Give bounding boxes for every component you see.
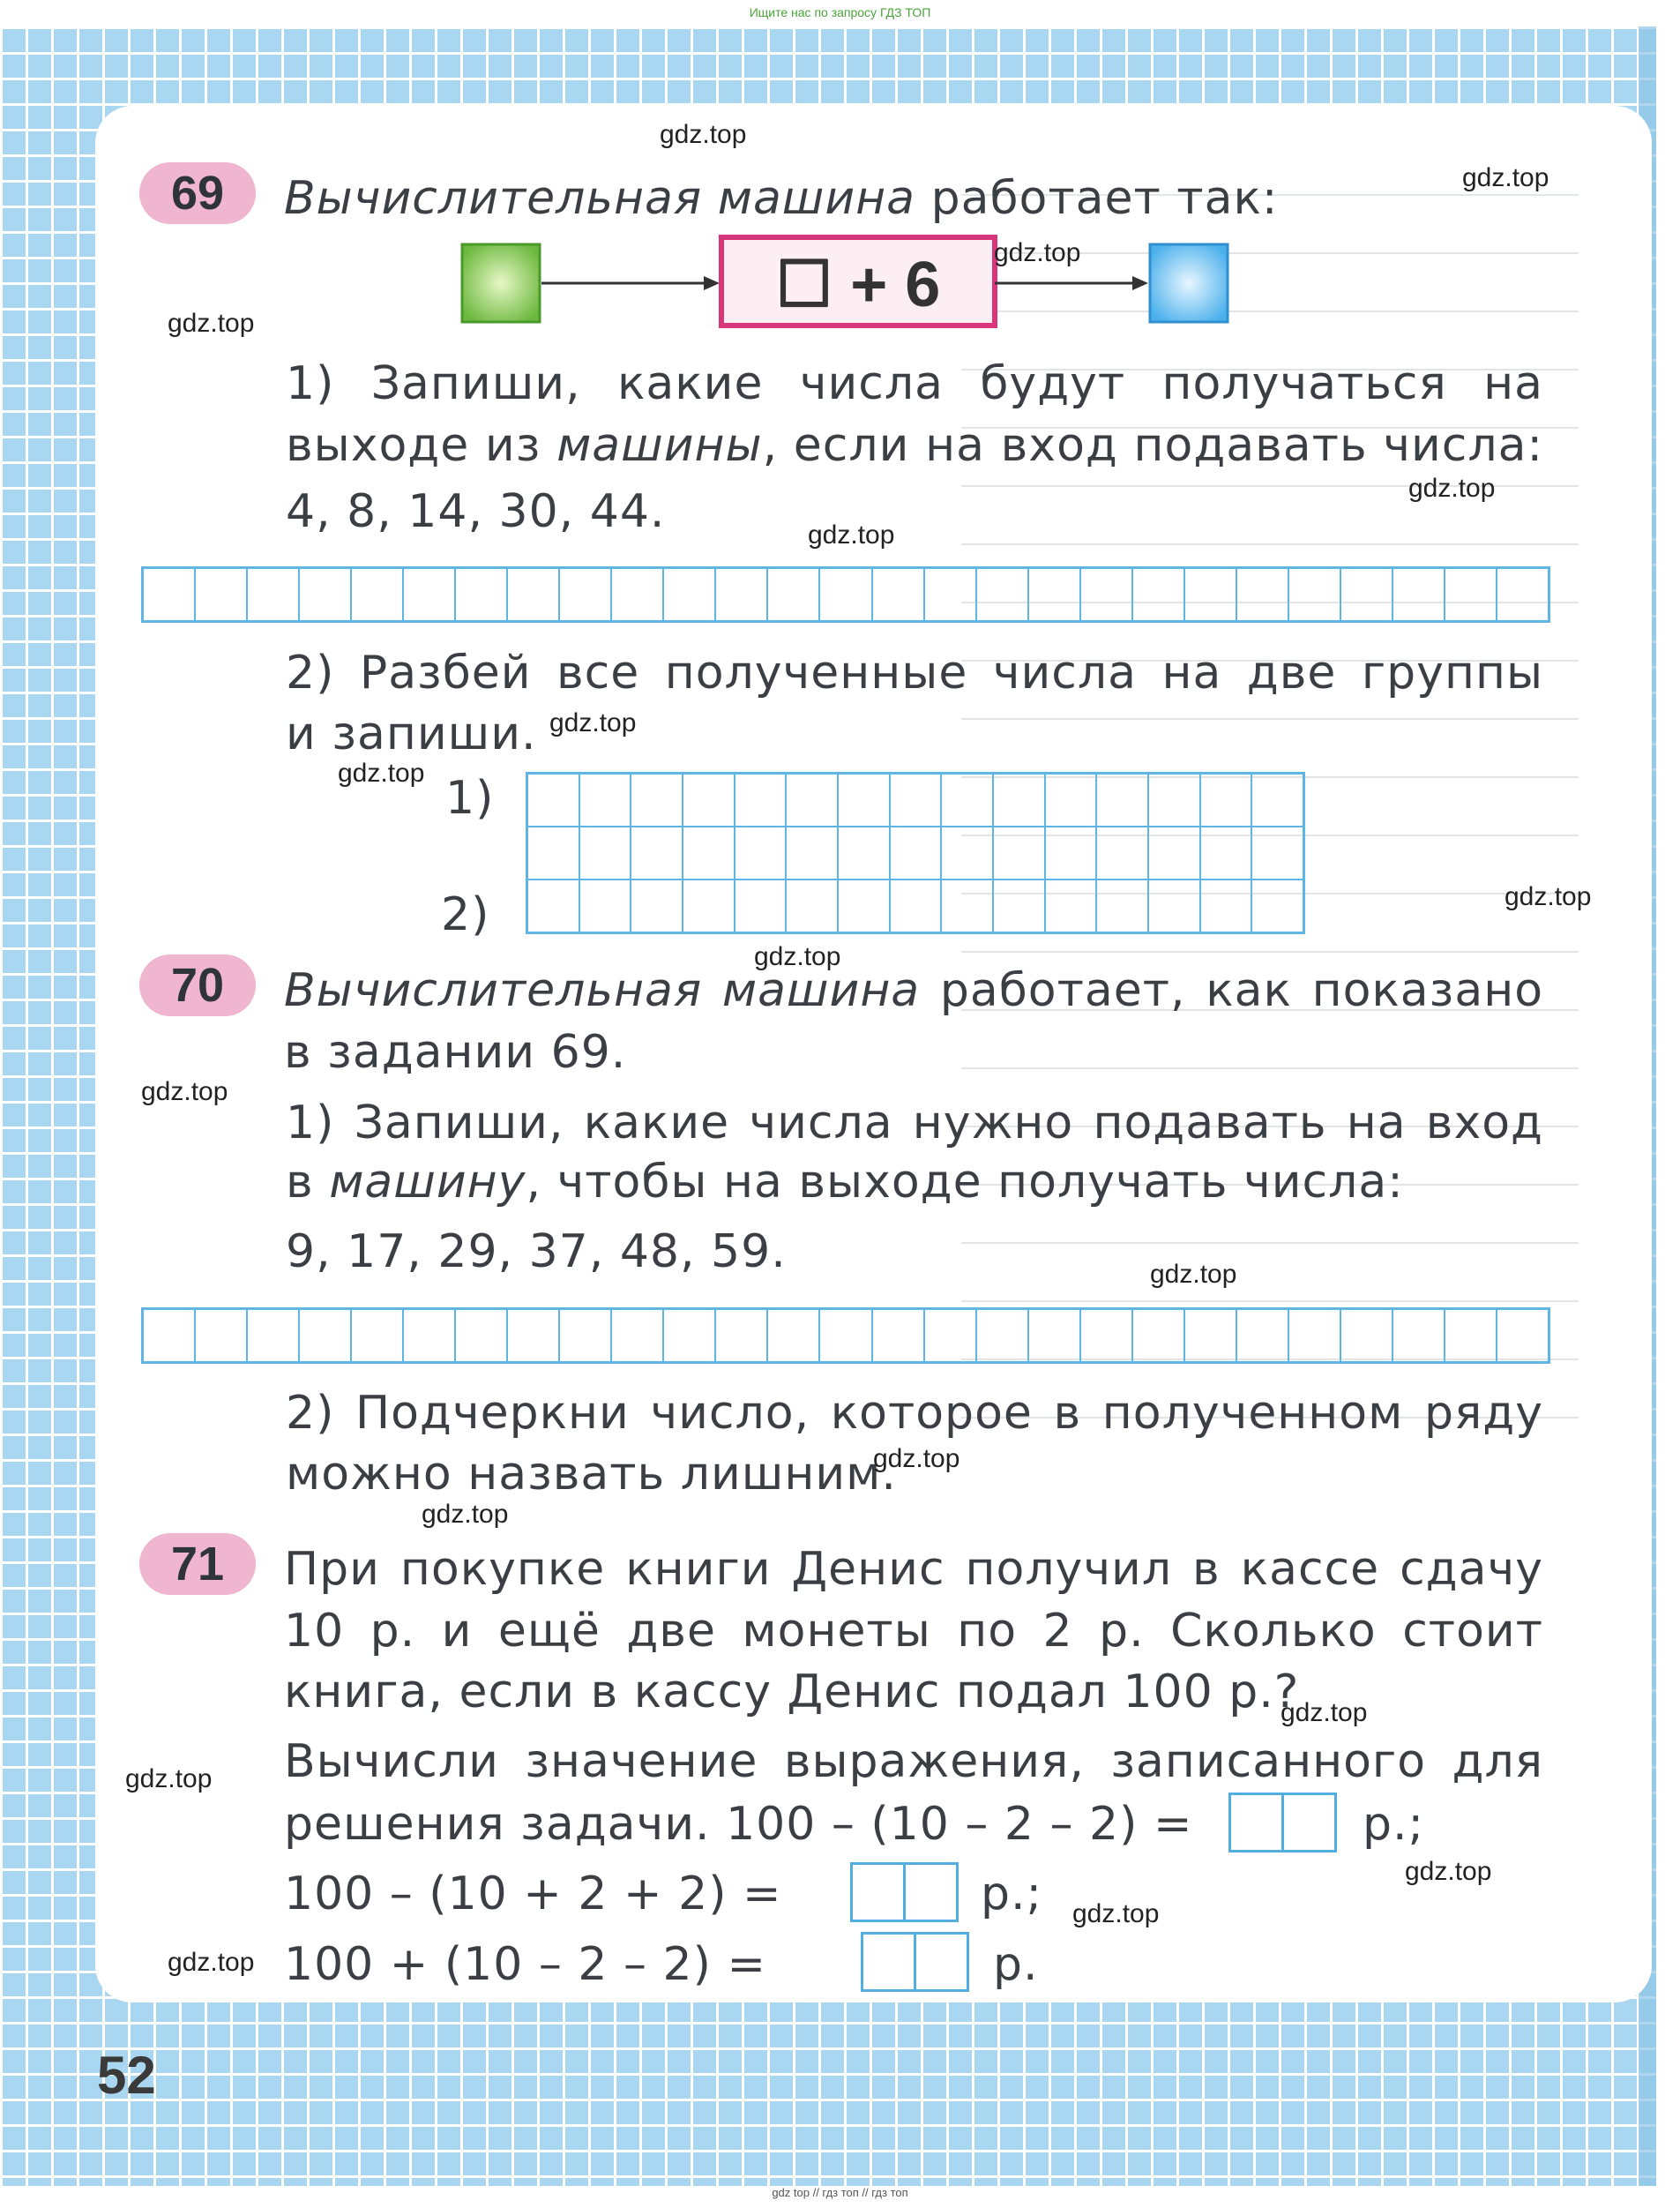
task-69-numbers: 4, 8, 14, 30, 44. <box>286 485 666 538</box>
watermark: gdz.top <box>125 1764 213 1793</box>
task-69-intro-rest: работает так: <box>930 172 1279 225</box>
watermark: gdz.top <box>1150 1260 1237 1289</box>
watermark: gdz.top <box>994 238 1081 267</box>
t70-intro-rest: работает, как показано <box>939 964 1544 1017</box>
answer-box-1[interactable] <box>1228 1793 1337 1852</box>
task-71-expression-3: 100 + (10 – 2 – 2) = <box>284 1938 767 1991</box>
task-70-part2-line1: 2) Подчеркни число, которое в полученном ряду <box>286 1387 1543 1440</box>
task-69-part2-line2: и запиши. <box>286 707 537 760</box>
task-71-line2: 10 р. и ещё две монеты по 2 р. Сколько стоит <box>284 1605 1543 1658</box>
page-number: 52 <box>97 2046 156 2105</box>
answer-3-unit: р. <box>993 1938 1039 1991</box>
task-69-part1-line1: 1) Запиши, какие числа будут получаться на <box>286 357 1543 410</box>
task-71-line1: При покупке книги Денис получил в кассе сдачу <box>284 1543 1543 1596</box>
watermark: gdz.top <box>1405 1857 1492 1886</box>
watermark: gdz.top <box>141 1077 228 1106</box>
watermark: gdz.top <box>168 309 255 338</box>
answer-box-2[interactable] <box>850 1862 959 1922</box>
arrow-in-head <box>704 276 720 290</box>
watermark: gdz.top <box>422 1500 509 1529</box>
t70-intro-italic: Вычислительная машина <box>284 964 921 1017</box>
watermark: gdz.top <box>549 708 637 737</box>
watermark: gdz.top <box>873 1444 960 1473</box>
task-70-number: 70 <box>139 954 256 1016</box>
task-71-line4: Вычисли значение выражения, записанного для <box>284 1735 1543 1788</box>
watermark: gdz.top <box>168 1948 255 1977</box>
task-70-answer-strip[interactable] <box>141 1307 1550 1364</box>
watermark: gdz.top <box>754 942 841 971</box>
watermark: gdz.top <box>1505 882 1592 911</box>
answer-2-unit: р.; <box>981 1867 1043 1920</box>
watermark: gdz.top <box>1072 1899 1160 1928</box>
output-square <box>1150 244 1228 322</box>
watermark: gdz.top <box>660 120 747 149</box>
machine-rule: ☐ + 6 <box>775 250 941 320</box>
task-71-expression-1: решения задачи. 100 – (10 – 2 – 2) = <box>284 1798 1193 1851</box>
task-70-intro-line2: в задании 69. <box>284 1026 627 1079</box>
task-71-number: 71 <box>139 1533 256 1595</box>
watermark: gdz.top <box>1281 1698 1368 1727</box>
task-70-intro <box>284 960 1543 1022</box>
answer-box-3[interactable] <box>861 1932 969 1992</box>
task-69-number: 69 <box>139 162 256 224</box>
t69-l2a: выходе из <box>286 419 541 472</box>
t69-l2b: , если на вход подавать числа: <box>762 419 1544 472</box>
task-70-part2-line2: можно назвать лишним. <box>286 1448 897 1501</box>
task-71-expression-2: 100 – (10 + 2 + 2) = <box>284 1867 782 1920</box>
task-69-answer-strip[interactable] <box>141 566 1550 623</box>
header-note: Ищите нас по запросу ГДЗ ТОП <box>749 5 931 19</box>
t70-l2a: в <box>286 1156 314 1209</box>
group-2-label: 2) <box>441 888 490 941</box>
watermark: gdz.top <box>808 520 895 550</box>
group-1-label: 1) <box>445 772 495 825</box>
task-70-part1-line2 <box>286 1151 1404 1213</box>
task-69-intro-italic: Вычислительная машина <box>284 172 916 225</box>
task-69-groups-grid[interactable] <box>526 772 1305 934</box>
watermark: gdz.top <box>1462 163 1549 192</box>
answer-1-unit: р.; <box>1363 1798 1425 1851</box>
watermark: gdz.top <box>338 759 425 788</box>
task-69-part1-line2 <box>286 415 1543 476</box>
watermark: gdz.top <box>1408 474 1496 503</box>
task-69-part2-line1: 2) Разбей все полученные числа на две группы <box>286 647 1543 700</box>
arrow-out-head <box>1132 276 1148 290</box>
task-70-part1-line1: 1) Запиши, какие числа нужно подавать на вход <box>286 1097 1543 1149</box>
task-71-line3: книга, если в кассу Денис подал 100 р.? <box>284 1665 1300 1718</box>
task-70-numbers: 9, 17, 29, 37, 48, 59. <box>286 1225 787 1278</box>
task-69-intro <box>284 168 1278 229</box>
input-square <box>462 244 540 322</box>
t70-l2-italic: машину <box>329 1156 526 1209</box>
footer-note: gdz top // гдз топ // гдз топ <box>772 2186 908 2199</box>
t69-l2-italic: машины <box>556 419 763 472</box>
t70-l2b: , чтобы на выходе получать числа: <box>526 1156 1404 1209</box>
